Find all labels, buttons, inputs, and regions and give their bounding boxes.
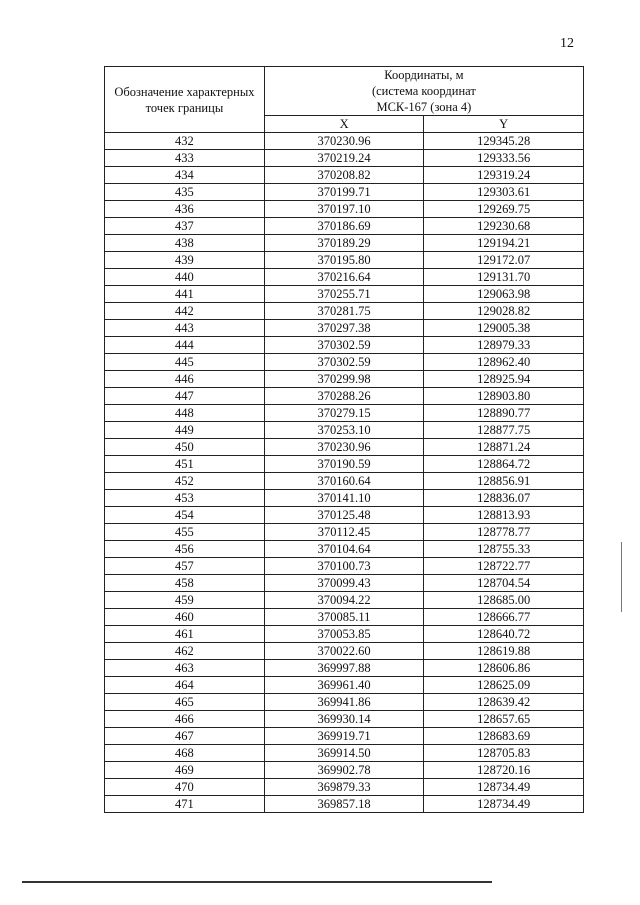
point-id-cell: 437	[105, 218, 265, 235]
point-id-cell: 456	[105, 541, 265, 558]
x-coordinate-cell: 370216.64	[264, 269, 424, 286]
y-coordinate-cell: 128606.86	[424, 660, 584, 677]
y-coordinate-cell: 128813.93	[424, 507, 584, 524]
y-coordinate-cell: 128755.33	[424, 541, 584, 558]
table-row	[105, 150, 584, 167]
x-coordinate-cell: 370085.11	[264, 609, 424, 626]
table-row	[105, 745, 584, 762]
x-coordinate-cell: 370112.45	[264, 524, 424, 541]
margin-scan-mark	[621, 542, 622, 612]
x-coordinate-cell: 370302.59	[264, 337, 424, 354]
table-row	[105, 473, 584, 490]
y-coordinate-cell: 128619.88	[424, 643, 584, 660]
table-row	[105, 320, 584, 337]
table-row	[105, 303, 584, 320]
point-id-cell: 471	[105, 796, 265, 813]
y-coordinate-cell: 128864.72	[424, 456, 584, 473]
table-row	[105, 660, 584, 677]
table-row	[105, 711, 584, 728]
table-row	[105, 728, 584, 745]
table-row	[105, 286, 584, 303]
y-coordinate-cell: 129131.70	[424, 269, 584, 286]
table-row	[105, 541, 584, 558]
y-coordinate-cell: 128683.69	[424, 728, 584, 745]
y-coordinate-cell: 129028.82	[424, 303, 584, 320]
x-coordinate-cell: 370281.75	[264, 303, 424, 320]
point-id-cell: 463	[105, 660, 265, 677]
table-row	[105, 507, 584, 524]
x-coordinate-cell: 370297.38	[264, 320, 424, 337]
x-coordinate-cell: 370100.73	[264, 558, 424, 575]
page-number: 12	[560, 36, 574, 51]
y-coordinate-cell: 128925.94	[424, 371, 584, 388]
table-row	[105, 354, 584, 371]
y-coordinate-cell: 128722.77	[424, 558, 584, 575]
y-coordinate-cell: 128720.16	[424, 762, 584, 779]
x-coordinate-cell: 370302.59	[264, 354, 424, 371]
table-row	[105, 337, 584, 354]
point-id-cell: 470	[105, 779, 265, 796]
table-row	[105, 371, 584, 388]
point-id-cell: 444	[105, 337, 265, 354]
x-coordinate-cell: 370053.85	[264, 626, 424, 643]
y-coordinate-cell: 129303.61	[424, 184, 584, 201]
y-coordinate-cell: 128625.09	[424, 677, 584, 694]
x-coordinate-cell: 370208.82	[264, 167, 424, 184]
y-coordinate-cell: 128836.07	[424, 490, 584, 507]
point-id-cell: 439	[105, 252, 265, 269]
point-id-cell: 461	[105, 626, 265, 643]
x-coordinate-cell: 370189.29	[264, 235, 424, 252]
point-id-cell: 451	[105, 456, 265, 473]
table-row	[105, 235, 584, 252]
x-coordinate-cell: 369857.18	[264, 796, 424, 813]
point-id-cell: 442	[105, 303, 265, 320]
x-coordinate-cell: 370299.98	[264, 371, 424, 388]
x-coordinate-cell: 370197.10	[264, 201, 424, 218]
point-id-cell: 433	[105, 150, 265, 167]
table-row	[105, 609, 584, 626]
table-row	[105, 626, 584, 643]
coordinates-header-line1: Координаты, м	[384, 68, 464, 82]
x-coordinate-cell: 369919.71	[264, 728, 424, 745]
x-coordinate-cell: 370230.96	[264, 133, 424, 150]
point-id-cell: 460	[105, 609, 265, 626]
table-row	[105, 252, 584, 269]
y-coordinate-cell: 128639.42	[424, 694, 584, 711]
table-row	[105, 269, 584, 286]
point-id-cell: 443	[105, 320, 265, 337]
x-coordinate-cell: 370022.60	[264, 643, 424, 660]
x-coordinate-cell: 370230.96	[264, 439, 424, 456]
x-column-header: X	[264, 116, 424, 133]
table-row	[105, 762, 584, 779]
x-coordinate-cell: 370190.59	[264, 456, 424, 473]
x-coordinate-cell: 369902.78	[264, 762, 424, 779]
point-id-cell: 458	[105, 575, 265, 592]
table-row	[105, 167, 584, 184]
point-id-cell: 446	[105, 371, 265, 388]
point-id-cell: 457	[105, 558, 265, 575]
y-coordinate-cell: 129269.75	[424, 201, 584, 218]
x-coordinate-cell: 369930.14	[264, 711, 424, 728]
point-id-cell: 432	[105, 133, 265, 150]
table-row	[105, 218, 584, 235]
point-id-cell: 466	[105, 711, 265, 728]
table-row	[105, 677, 584, 694]
y-coordinate-cell: 128856.91	[424, 473, 584, 490]
point-id-cell: 469	[105, 762, 265, 779]
x-coordinate-cell: 370125.48	[264, 507, 424, 524]
point-id-cell: 465	[105, 694, 265, 711]
point-id-cell: 445	[105, 354, 265, 371]
y-coordinate-cell: 128685.00	[424, 592, 584, 609]
table-row	[105, 456, 584, 473]
y-coordinate-cell: 129172.07	[424, 252, 584, 269]
x-coordinate-cell: 370288.26	[264, 388, 424, 405]
x-coordinate-cell: 370099.43	[264, 575, 424, 592]
y-coordinate-cell: 128778.77	[424, 524, 584, 541]
y-coordinate-cell: 128903.80	[424, 388, 584, 405]
y-coordinate-cell: 128871.24	[424, 439, 584, 456]
point-id-cell: 450	[105, 439, 265, 456]
table-row	[105, 184, 584, 201]
x-coordinate-cell: 369961.40	[264, 677, 424, 694]
point-label-text: Обозначение характерных точек границы	[114, 84, 255, 115]
x-coordinate-cell: 369914.50	[264, 745, 424, 762]
point-id-cell: 438	[105, 235, 265, 252]
point-id-cell: 449	[105, 422, 265, 439]
table-row	[105, 643, 584, 660]
point-id-cell: 459	[105, 592, 265, 609]
x-coordinate-cell: 370253.10	[264, 422, 424, 439]
y-coordinate-cell: 128979.33	[424, 337, 584, 354]
coordinates-header	[264, 67, 583, 116]
y-coordinate-cell: 129345.28	[424, 133, 584, 150]
bottom-scan-line	[22, 881, 492, 883]
table-row	[105, 422, 584, 439]
y-coordinate-cell: 128640.72	[424, 626, 584, 643]
x-coordinate-cell: 370160.64	[264, 473, 424, 490]
x-coordinate-cell: 370199.71	[264, 184, 424, 201]
table-row	[105, 694, 584, 711]
table-row	[105, 592, 584, 609]
table-row	[105, 405, 584, 422]
y-column-header: Y	[424, 116, 584, 133]
coordinates-body	[105, 133, 584, 813]
y-coordinate-cell: 128657.65	[424, 711, 584, 728]
table-row	[105, 490, 584, 507]
y-coordinate-cell: 128962.40	[424, 354, 584, 371]
y-coordinate-cell: 128705.83	[424, 745, 584, 762]
point-id-cell: 467	[105, 728, 265, 745]
y-coordinate-cell: 129005.38	[424, 320, 584, 337]
point-id-cell: 455	[105, 524, 265, 541]
point-id-cell: 468	[105, 745, 265, 762]
table-row	[105, 524, 584, 541]
point-id-cell: 434	[105, 167, 265, 184]
point-id-cell: 435	[105, 184, 265, 201]
x-coordinate-cell: 369941.86	[264, 694, 424, 711]
point-id-cell: 441	[105, 286, 265, 303]
y-coordinate-cell: 128704.54	[424, 575, 584, 592]
point-id-cell: 436	[105, 201, 265, 218]
y-coordinate-cell: 129230.68	[424, 218, 584, 235]
x-coordinate-cell: 370255.71	[264, 286, 424, 303]
y-coordinate-cell: 128890.77	[424, 405, 584, 422]
x-coordinate-cell: 369879.33	[264, 779, 424, 796]
point-id-cell: 448	[105, 405, 265, 422]
y-coordinate-cell: 128666.77	[424, 609, 584, 626]
x-coordinate-cell: 370094.22	[264, 592, 424, 609]
coordinates-header-line3: МСК-167 (зона 4)	[376, 100, 472, 114]
x-coordinate-cell: 370141.10	[264, 490, 424, 507]
table-row	[105, 388, 584, 405]
y-coordinate-cell: 129063.98	[424, 286, 584, 303]
coordinates-table	[104, 66, 584, 813]
y-coordinate-cell: 128877.75	[424, 422, 584, 439]
point-id-cell: 440	[105, 269, 265, 286]
table-row	[105, 796, 584, 813]
table-row	[105, 439, 584, 456]
x-coordinate-cell: 370279.15	[264, 405, 424, 422]
table-row	[105, 201, 584, 218]
table-row	[105, 133, 584, 150]
point-id-cell: 454	[105, 507, 265, 524]
x-coordinate-cell: 370219.24	[264, 150, 424, 167]
y-coordinate-cell: 129333.56	[424, 150, 584, 167]
table-row	[105, 779, 584, 796]
point-label-header	[105, 67, 265, 133]
x-coordinate-cell: 370195.80	[264, 252, 424, 269]
point-id-cell: 447	[105, 388, 265, 405]
coordinates-header-line2: (система координат	[371, 84, 476, 98]
x-coordinate-cell: 370186.69	[264, 218, 424, 235]
table-row	[105, 558, 584, 575]
y-coordinate-cell: 128734.49	[424, 796, 584, 813]
x-coordinate-cell: 369997.88	[264, 660, 424, 677]
y-coordinate-cell: 129319.24	[424, 167, 584, 184]
point-id-cell: 462	[105, 643, 265, 660]
y-coordinate-cell: 129194.21	[424, 235, 584, 252]
point-id-cell: 464	[105, 677, 265, 694]
point-id-cell: 453	[105, 490, 265, 507]
y-coordinate-cell: 128734.49	[424, 779, 584, 796]
table-row	[105, 575, 584, 592]
x-coordinate-cell: 370104.64	[264, 541, 424, 558]
point-id-cell: 452	[105, 473, 265, 490]
